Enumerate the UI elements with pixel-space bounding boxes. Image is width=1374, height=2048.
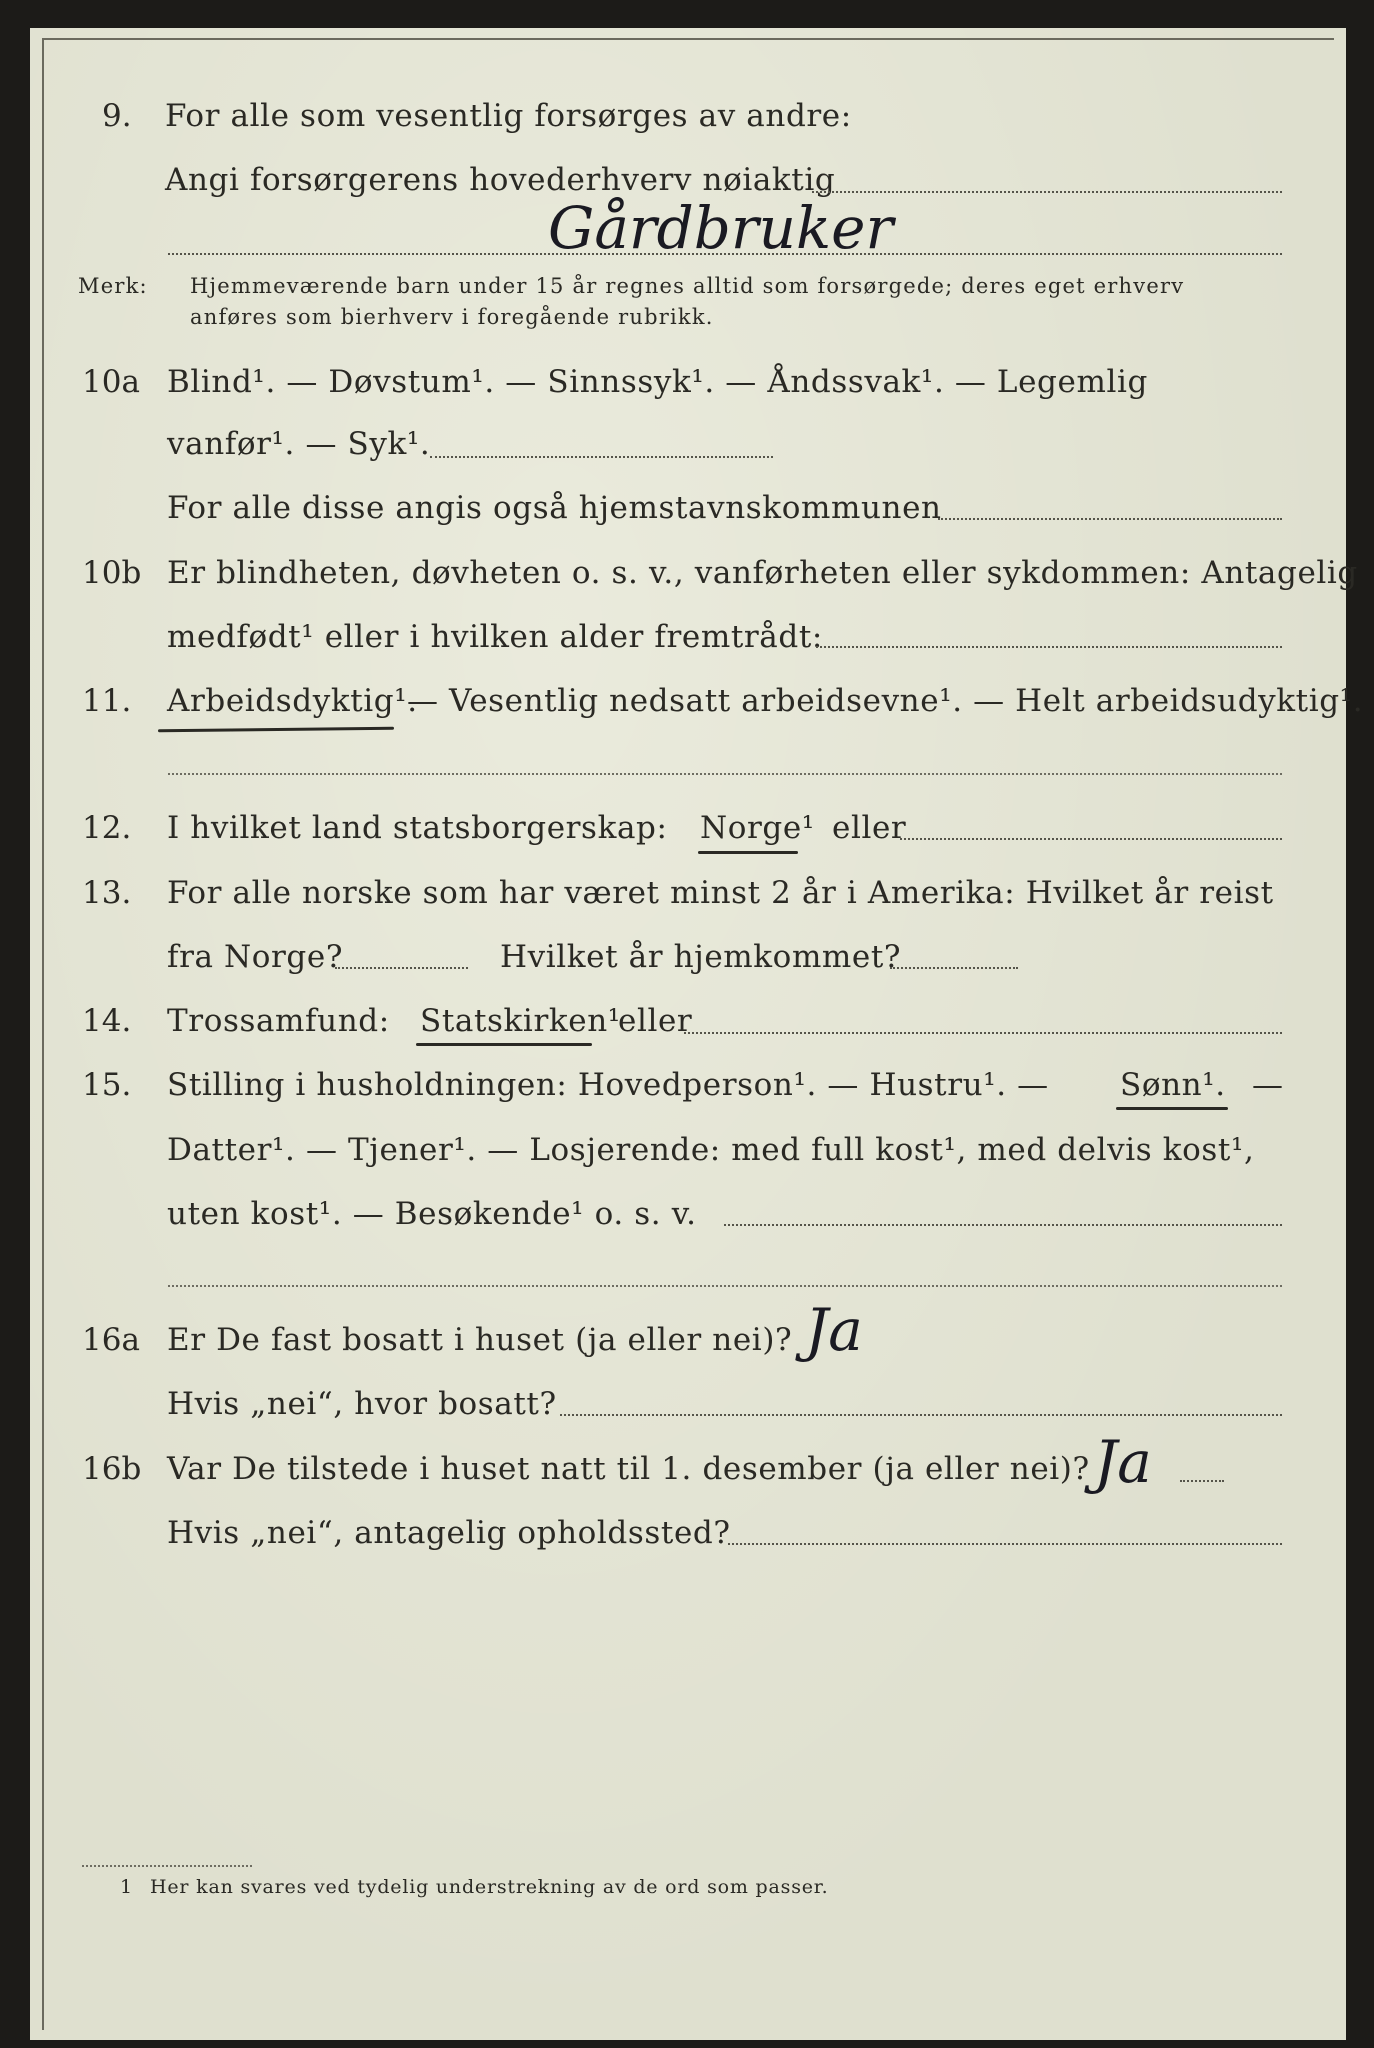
q11-other-options: — Vesentlig nedsatt arbeidsevne¹. — Helt arbeidsudyktig¹. — [407, 683, 1364, 719]
q9-line1: For alle som vesentlig forsørges av andre: — [165, 98, 852, 134]
q9-number: 9. — [102, 98, 132, 134]
q15-selection-underline — [1116, 1107, 1228, 1110]
q9-line2: Angi forsørgerens hovederhverv nøiaktig — [165, 162, 836, 198]
q16b-line2: Hvis „nei“, antagelig opholdssted? — [167, 1515, 731, 1551]
q12-option-norge: Norge¹ — [700, 810, 815, 846]
q13-line2b: Hvilket år hjemkommet? — [500, 939, 902, 975]
q12-answer-line — [900, 838, 1282, 840]
q11-option-arbeidsdyktig: Arbeidsdyktig¹. — [167, 683, 418, 719]
footnote-divider — [82, 1865, 252, 1867]
q16a-line1: Er De fast bosatt i huset (ja eller nei)? — [167, 1322, 793, 1358]
q10b-answer-line — [816, 646, 1282, 648]
q16b-number: 16b — [82, 1451, 142, 1487]
q16b-line1: Var De tilstede i huset natt til 1. desember (ja eller nei)? — [167, 1451, 1090, 1487]
q12-number: 12. — [82, 810, 132, 846]
q9-note-line2: anføres som bierhverv i foregående rubrikk. — [190, 305, 714, 329]
q10a-line3: For alle disse angis også hjemstavnskommunen — [167, 490, 942, 526]
q16a-line2: Hvis „nei“, hvor bosatt? — [167, 1386, 557, 1422]
q16b-location-line — [728, 1543, 1282, 1545]
q15-option-sonn: Sønn¹. — [1120, 1067, 1226, 1103]
q14-option-statskirken: Statskirken¹ — [420, 1003, 621, 1039]
q13-return-line — [890, 967, 1018, 969]
q10b-line2: medfødt¹ eller i hvilken alder fremtrådt: — [167, 619, 823, 655]
q9-answer-line-1 — [812, 191, 1282, 193]
q15-divider — [168, 1285, 1282, 1287]
q14-number: 14. — [82, 1003, 132, 1039]
q14-answer-line — [684, 1032, 1282, 1034]
q13-number: 13. — [82, 875, 132, 911]
q9-note-label: Merk: — [78, 274, 148, 298]
footnote-text: Her kan svares ved tydelig understrekning av de ord som passer. — [150, 1876, 829, 1898]
q10b-number: 10b — [82, 555, 142, 591]
q13-line2a: fra Norge? — [167, 939, 344, 975]
q9-handwritten-answer: Gårdbruker — [548, 194, 894, 262]
q14-prefix: Trossamfund: — [167, 1003, 390, 1039]
q11-divider — [168, 773, 1282, 775]
q12-suffix: eller — [832, 810, 907, 846]
q10b-line1: Er blindheten, døvheten o. s. v., vanførheten eller sykdommen: Antagelig — [167, 555, 1358, 591]
q16a-handwritten-answer: Ja — [805, 1296, 863, 1364]
q12-selection-underline — [698, 851, 798, 854]
q11-number: 11. — [82, 683, 132, 719]
q12-prefix: I hvilket land statsborgerskap: — [167, 810, 668, 846]
q16a-answer-line — [560, 1414, 1282, 1416]
q15-number: 15. — [82, 1067, 132, 1103]
q10a-answer-line — [430, 456, 773, 458]
q15-answer-line — [724, 1224, 1282, 1226]
q15-line1c: — — [1252, 1067, 1284, 1103]
q14-selection-underline — [416, 1043, 592, 1046]
q13-line1: For alle norske som har været minst 2 år i Amerika: Hvilket år reist — [167, 875, 1274, 911]
q9-note-line1: Hjemmeværende barn under 15 år regnes alltid som forsørgede; deres eget erhverv — [190, 274, 1185, 298]
q15-line3: uten kost¹. — Besøkende¹ o. s. v. — [167, 1196, 697, 1232]
q16b-answer-line — [1180, 1480, 1224, 1482]
q10a-line2: vanfør¹. — Syk¹. — [167, 426, 431, 462]
q15-line1a: Stilling i husholdningen: Hovedperson¹. — Hustru¹. — — [167, 1067, 1049, 1103]
footnote-marker: 1 — [120, 1876, 133, 1898]
q16b-handwritten-answer: Ja — [1094, 1428, 1152, 1496]
q16a-number: 16a — [82, 1322, 140, 1358]
q14-suffix: eller — [618, 1003, 693, 1039]
q15-line2: Datter¹. — Tjener¹. — Losjerende: med full kost¹, med delvis kost¹, — [167, 1132, 1255, 1168]
q10a-hometown-line — [938, 518, 1282, 520]
q10a-line1: Blind¹. — Døvstum¹. — Sinnssyk¹. — Åndssvak¹. — Legemlig — [167, 364, 1148, 400]
q10a-number: 10a — [82, 364, 140, 400]
q13-departure-line — [335, 967, 468, 969]
